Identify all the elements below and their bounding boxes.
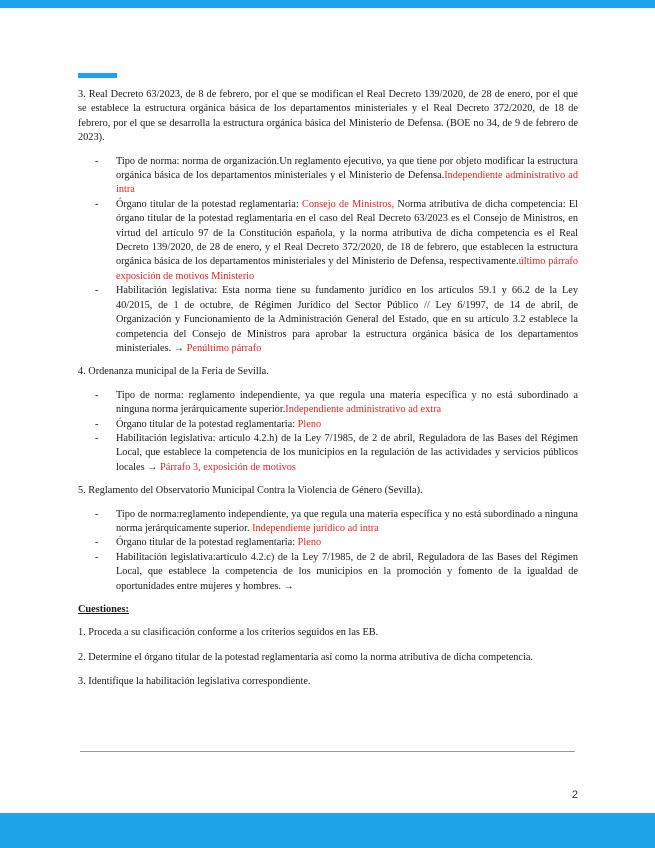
- list-item: - Órgano titular de la potestad reglamentaria: Consejo de Ministros, Norma atributiva de dicha competencia: El órgano titular de la potestad reglamentaria en el caso del Real Decreto 63/2023 es el Consejo de Ministros, en virtud del artículo 97 de la Constitución española, y la norma atributiva de dicha competencia es el Real Decreto 139/2020, de 28 de enero, y el Real Decreto 372/2020, de 18 de febrero, que establecen la estructura orgánica básica de los departamentos ministeriales y del Ministerio de Defensa, respectivamente.último párrafo exposición de motivos Ministerio: [95, 198, 579, 282]
- question-item: 3. Identifique la habilitación legislativa correspondiente.: [78, 676, 311, 688]
- annotation-note: Párrafo 3, exposición de motivos: [160, 461, 296, 473]
- list-item: - Habilitación legislativa: Esta norma tiene su fundamento jurídico en los artículos 59.1 y 66.2 de la Ley 40/2015, de 1 de octubre, de Régimen Jurídico del Sector Público // Ley 6/1997, de 14 de abril, de Organización y Funcionamiento de la Administración General del Estado, que en su artículo 3.2 establece la competencia del Consejo de Ministros para aprobar la estructura orgánica básica de los departamentos ministeriales. → Penúltimo párrafo: [95, 285, 578, 354]
- question-item: 1. Proceda a su clasificación conforme a los criterios seguidos en las EB.: [78, 627, 379, 639]
- section-3-list: [78, 155, 578, 357]
- question-item: 2. Determine el órgano titular de la potestad reglamentaria así como la norma atributiva de dicha competencia.: [78, 651, 533, 663]
- list-item: - Habilitación legislativa:artículo 4.2.c) de la Ley 7/1985, de 2 de abril, Reguladora de las Bases del Régimen Local, que establece la competencia de los municipios en la promoción y fomento de la igualdad de oportunidades entre mujeres y hombres. →: [95, 551, 578, 592]
- section-5-intro: 5. Reglamento del Observatorio Municipal Contra la Violencia de Género (Sevilla).: [78, 485, 423, 497]
- dash-bullet: -: [95, 551, 99, 563]
- list-item: - Habilitación legislativa: artículo 4.2.h) de la Ley 7/1985, de 2 de abril, Reguladora de las Bases del Régimen Local, que establece la competencia de los municipios en la regulación de las actividades y servicios públicos locales → Párrafo 3, exposición de motivos: [95, 432, 578, 473]
- list-item: - Tipo de norma:reglamento independiente, ya que regula una materia específica y no está subordinado a ninguna norma jerárquicamente superior. Independiente jurídico ad intra: [95, 508, 578, 534]
- questions-heading: Cuestiones:: [78, 604, 129, 615]
- annotation-note: Penúltimo párrafo: [186, 342, 262, 354]
- annotation-note: Independiente administrativo ad intra: [116, 170, 578, 196]
- bottom-accent-bar: [0, 813, 655, 848]
- dash-bullet: -: [95, 508, 99, 520]
- annotation-note: Pleno: [297, 418, 322, 430]
- footer-divider: [80, 751, 575, 752]
- section-5-list: [78, 508, 578, 594]
- page-number: 2: [571, 789, 578, 801]
- list-item: - Órgano titular de la potestad reglamentaria: Pleno: [78, 536, 578, 550]
- annotation-note: último párrafo exposición de motivos Ministerio: [116, 256, 578, 282]
- dash-bullet: -: [95, 389, 99, 401]
- dash-bullet: -: [95, 537, 99, 549]
- annotation-note: Independiente administrativo ad extra: [285, 404, 442, 416]
- section-4-list: [78, 389, 578, 475]
- dash-bullet: -: [95, 155, 99, 167]
- dash-bullet: -: [95, 198, 99, 210]
- dash-bullet: -: [95, 285, 99, 297]
- questions-list: [78, 626, 578, 689]
- top-accent-bar: [0, 0, 655, 8]
- list-item: - Órgano titular de la potestad reglamentaria: Pleno: [78, 418, 578, 432]
- list-item: - Tipo de norma: reglamento independiente, ya que regula una materia específica y no está subordinado a ninguna norma jerárquicamente superior.Independiente administrativo ad extra: [95, 389, 578, 416]
- list-item: - Tipo de norma: norma de organización.Un reglamento ejecutivo, ya que tiene por objeto modificar la estructura orgánica básica de los departamentos ministeriales y el Ministerio de Defensa.Independiente administrativo ad intra: [95, 155, 578, 196]
- annotation-note: Consejo de Ministros,: [302, 198, 395, 210]
- header-accent-mark: [78, 73, 117, 78]
- dash-bullet: -: [95, 418, 99, 430]
- document-body: [78, 88, 578, 700]
- dash-bullet: -: [95, 432, 99, 444]
- section-3-intro: 3. Real Decreto 63/2023, de 8 de febrero, por el que se modifican el Real Decreto 139/2020, de 28 de enero, por el que se establece la estructura orgánica básica de los departamentos ministeriales y el Real Decreto 372/2020, de 18 de febrero, por el que se desarrolla la estructura orgánica básica del Ministerio de Defensa. (BOE no 34, de 9 de febrero de 2023).: [78, 89, 578, 144]
- annotation-note: Independiente jurídico ad intra: [252, 522, 379, 534]
- annotation-note: Pleno: [297, 537, 322, 549]
- section-4-intro: 4. Ordenanza municipal de la Feria de Sevilla.: [78, 366, 269, 378]
